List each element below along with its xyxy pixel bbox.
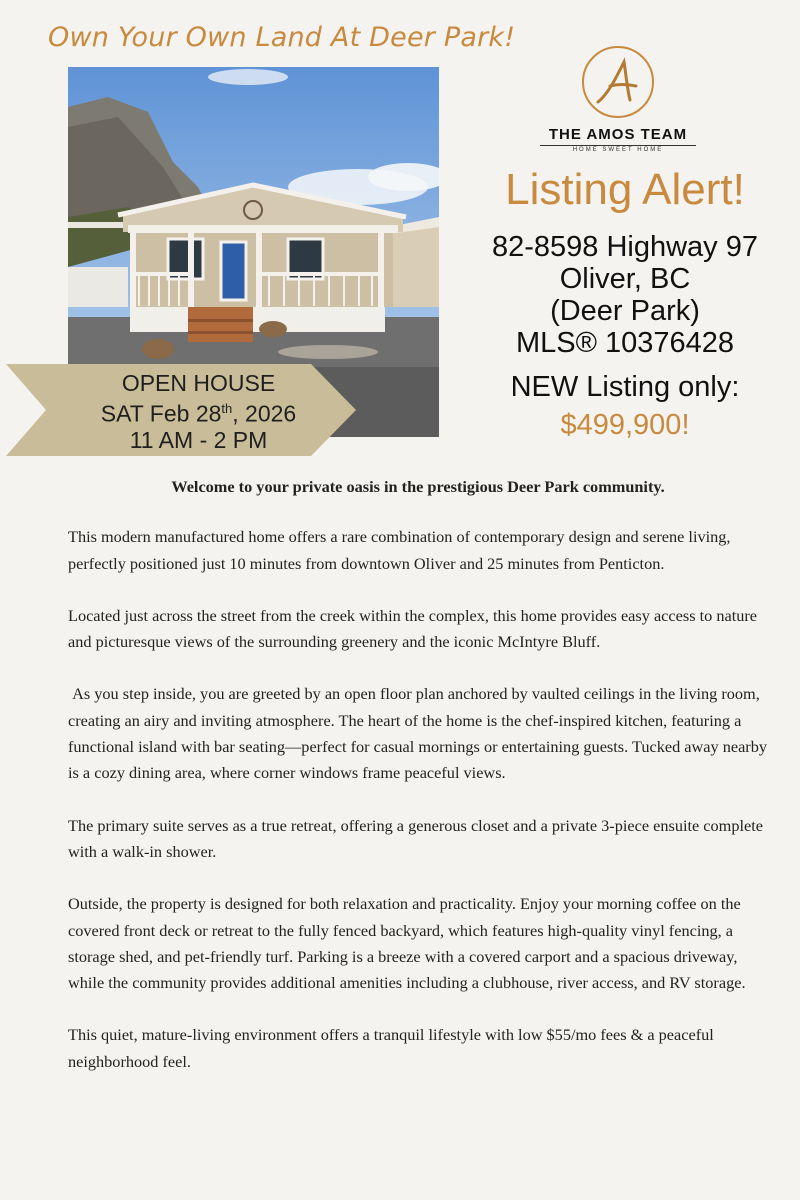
logo-name: THE AMOS TEAM [548, 126, 688, 143]
description-paragraph: As you step inside, you are greeted by an open floor plan anchored by vaulted ceilings in the living room, creating an airy and inviting atmosphere. The heart of the home is the chef-inspired kitchen, featuring a functional island with bar seating—perfect for casual mornings or entertaining guests. Tucked away nearby is a cozy dining area, where corner windows frame peaceful views. [68, 684, 772, 783]
listing-details [450, 165, 800, 443]
description-intro: Welcome to your private oasis in the prestigious Deer Park community. [171, 477, 665, 496]
description-paragraph: This quiet, mature-living environment offers a tranquil lifestyle with low $55/mo fees & a peaceful neighborhood feel. [68, 1025, 714, 1071]
open-house-label: OPEN HOUSE [121, 370, 276, 396]
headline: Own Your Own Land At Deer Park! [48, 22, 516, 53]
address-line-3: (Deer Park) [550, 295, 700, 327]
amos-team-logo [532, 44, 704, 153]
listing-alert-title: Listing Alert! [505, 165, 745, 214]
description-paragraph: This modern manufactured home offers a rare combination of contemporary design and serene living, perfectly positioned just 10 minutes from downtown Oliver and 25 minutes from Penticton. [68, 527, 731, 573]
open-house-banner [6, 364, 356, 456]
description-paragraph: Located just across the street from the creek within the complex, this home provides easy access to nature and picturesque views of the surrounding greenery and the iconic McIntyre Bluff. [68, 605, 758, 652]
script-a-monogram-icon [580, 44, 656, 120]
mls-number: MLS® 10376428 [515, 327, 735, 359]
logo-divider [540, 145, 696, 146]
description-paragraph: The primary suite serves as a true retreat, offering a generous closet and a private 3-piece ensuite complete with a walk-in shower. [68, 815, 763, 861]
open-house-time: 11 AM - 2 PM [129, 426, 268, 453]
address-line-1: 82-8598 Highway 97 [491, 231, 758, 263]
listing-address [450, 231, 800, 359]
address-line-2: Oliver, BC [559, 263, 691, 295]
open-house-date: SAT Feb 28th, 2026 [100, 400, 297, 427]
logo-tagline: HOME SWEET HOME [572, 147, 664, 153]
listing-price: $499,900! [560, 409, 690, 441]
description-paragraph: Outside, the property is designed for both relaxation and practicality. Enjoy your morning coffee on the covered front deck or retreat to the fully fenced backyard, which features high-quality vinyl fencing, a storage shed, and pet-friendly turf. Parking is a breeze with a covered carport and a spacious driveway, while the community provides additional amenities including a clubhouse, river access, and RV storage. [68, 894, 746, 993]
description [68, 474, 772, 1101]
new-listing-label: NEW Listing only: [510, 371, 740, 403]
